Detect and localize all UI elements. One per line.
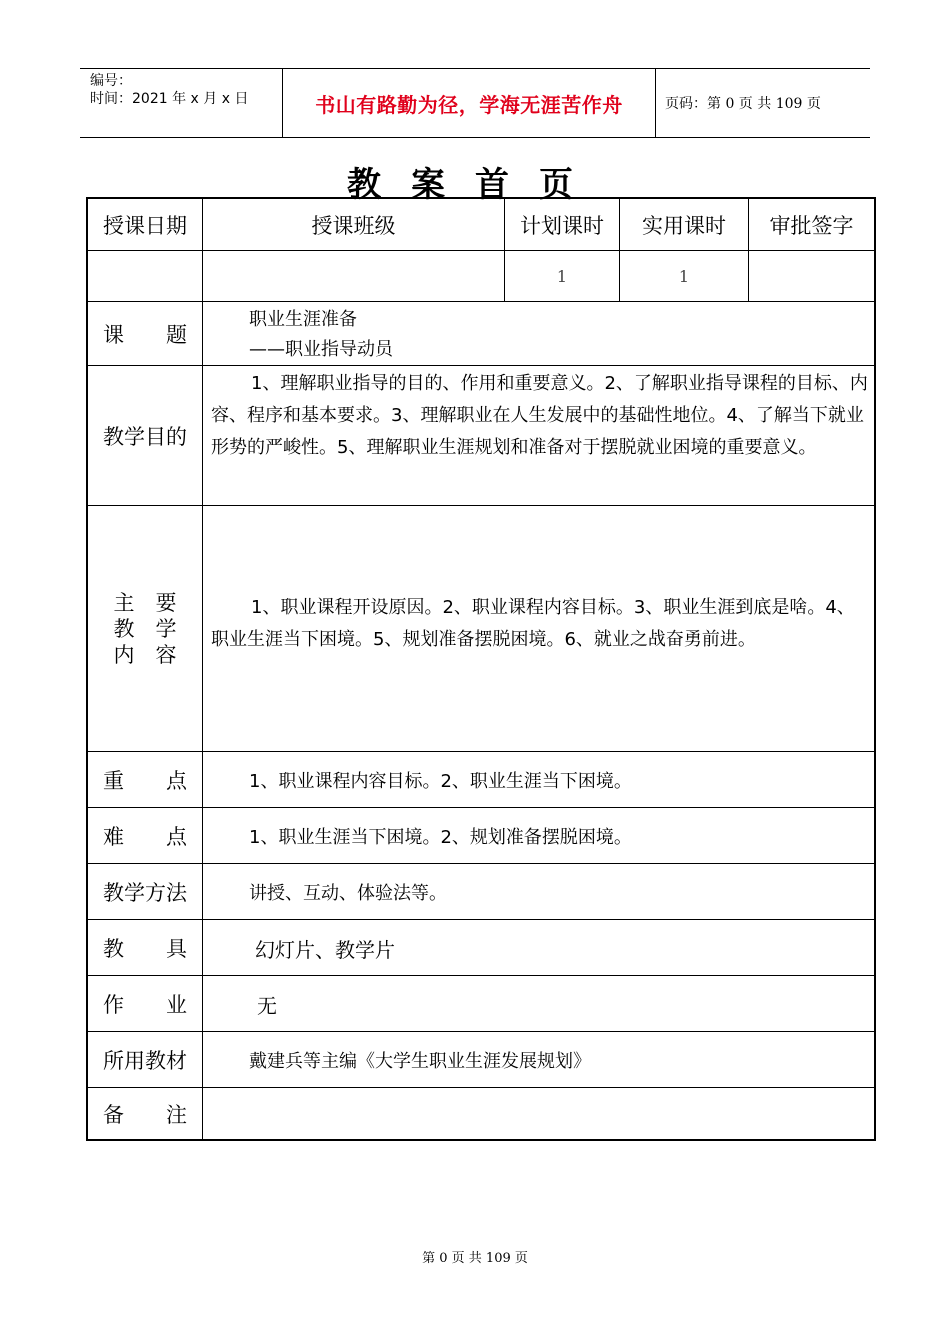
textbook-label: 所用教材 bbox=[88, 1032, 203, 1087]
textbook-text: 戴建兵等主编《大学生职业生涯发展规划》 bbox=[249, 1051, 591, 1072]
difficulties-label: 难 点 bbox=[88, 808, 203, 863]
value-approval-signature bbox=[749, 251, 874, 301]
key-points-content bbox=[203, 752, 874, 807]
main-content-label-line: 内 容 bbox=[113, 642, 177, 667]
key-points-label: 重 点 bbox=[88, 752, 203, 807]
difficulties-content bbox=[203, 808, 874, 863]
header-planned-hours: 计划课时 bbox=[505, 199, 620, 250]
actual-hours-value: 1 bbox=[678, 266, 690, 286]
header-divider bbox=[655, 69, 656, 137]
date-label: 时间：2021 年 x 月 x 日 bbox=[90, 91, 249, 107]
difficulties-text: 1、职业生涯当下困境。2、规划准备摆脱困境。 bbox=[249, 827, 632, 848]
tools-text: 幻灯片、教学片 bbox=[255, 938, 395, 962]
value-planned-hours bbox=[505, 251, 620, 301]
page-title: 教案首页 bbox=[347, 165, 603, 205]
topic-content bbox=[203, 302, 874, 365]
textbook-row bbox=[88, 1032, 874, 1088]
topic-title: 职业生涯准备 bbox=[249, 309, 357, 330]
homework-text: 无 bbox=[257, 994, 277, 1018]
methods-content bbox=[203, 864, 874, 919]
header-motto: 书山有路勤为径，学海无涯苦作舟 bbox=[315, 93, 623, 117]
tools-label: 教 具 bbox=[88, 920, 203, 975]
main-content-label-line: 主 要 bbox=[113, 590, 177, 615]
header-teaching-date: 授课日期 bbox=[88, 199, 203, 250]
objectives-text: 1、理解职业指导的目的、作用和重要意义。2、了解职业指导课程的目标、内容、程序和基本要求。3、理解职业在人生发展中的基础性地位。4、了解当下就业形势的严峻性。5、理解职业生涯规划和准备对于摆脱就业困境的重要意义。 bbox=[211, 373, 868, 458]
value-actual-hours bbox=[620, 251, 749, 301]
header-approval-signature: 审批签字 bbox=[769, 213, 854, 238]
methods-label: 教学方法 bbox=[88, 864, 203, 919]
objectives-content bbox=[203, 366, 874, 505]
document-header bbox=[80, 68, 870, 138]
header-page-info: 页码：第 0 页 共 109 页 bbox=[665, 96, 821, 112]
topic-label: 课 题 bbox=[88, 302, 203, 365]
page-footer: 第 0 页 共 109 页 bbox=[422, 1251, 528, 1266]
header-class: 授课班级 bbox=[203, 199, 505, 250]
homework-content bbox=[203, 976, 874, 1031]
table-header-row bbox=[88, 199, 874, 251]
remarks-row bbox=[88, 1088, 874, 1139]
header-actual-hours: 实用课时 bbox=[620, 199, 749, 250]
textbook-content bbox=[203, 1032, 874, 1087]
value-teaching-date bbox=[88, 251, 203, 301]
topic-subtitle: ——职业指导动员 bbox=[249, 339, 393, 360]
tools-row bbox=[88, 920, 874, 976]
serial-number-label: 编号： bbox=[90, 73, 132, 89]
tools-content bbox=[203, 920, 874, 975]
objectives-label: 教学目的 bbox=[88, 366, 203, 505]
topic-row bbox=[88, 302, 874, 366]
value-class bbox=[203, 251, 505, 301]
main-content-text: 1、职业课程开设原因。2、职业课程内容目标。3、职业生涯到底是啥。4、职业生涯当下困境。5、规划准备摆脱困境。6、就业之战奋勇前进。 bbox=[211, 597, 855, 650]
lesson-plan-table bbox=[86, 197, 876, 1141]
main-content-row bbox=[88, 506, 874, 752]
table-value-row bbox=[88, 251, 874, 302]
methods-text: 讲授、互动、体验法等。 bbox=[249, 883, 447, 904]
homework-label: 作 业 bbox=[88, 976, 203, 1031]
methods-row bbox=[88, 864, 874, 920]
main-content-label bbox=[88, 506, 203, 751]
remarks-label: 备 注 bbox=[88, 1088, 203, 1139]
main-content-label-line: 教 学 bbox=[113, 616, 177, 641]
main-content-body bbox=[203, 506, 874, 751]
header-meta bbox=[90, 72, 248, 108]
key-points-row bbox=[88, 752, 874, 808]
planned-hours-value: 1 bbox=[556, 266, 568, 286]
remarks-content bbox=[203, 1088, 874, 1139]
key-points-text: 1、职业课程内容目标。2、职业生涯当下困境。 bbox=[249, 771, 632, 792]
homework-row bbox=[88, 976, 874, 1032]
difficulties-row bbox=[88, 808, 874, 864]
objectives-row bbox=[88, 366, 874, 506]
